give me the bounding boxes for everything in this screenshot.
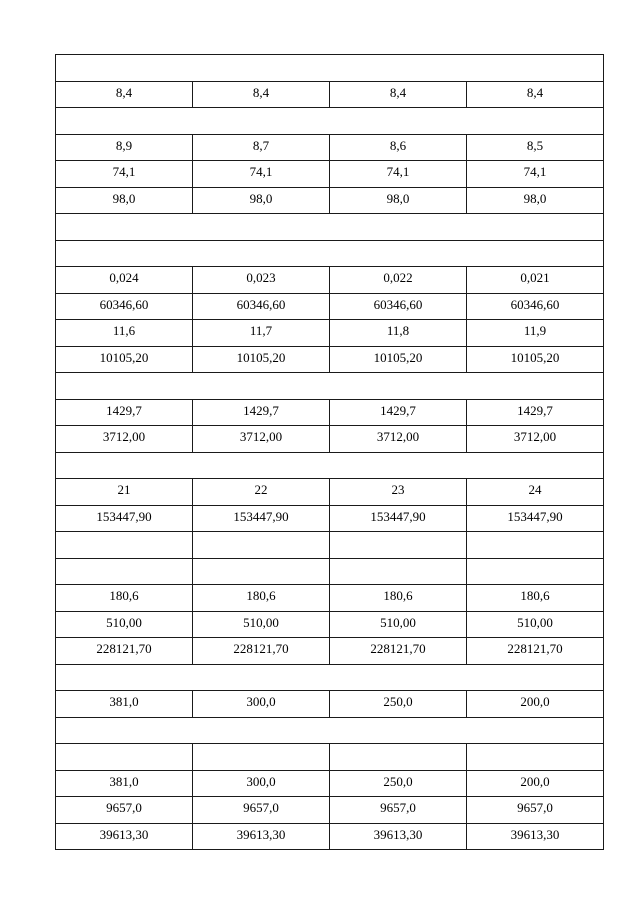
table-cell: 98,0 <box>330 188 467 214</box>
table-row <box>56 267 604 294</box>
table-cell: 510,00 <box>467 612 604 638</box>
table-cell: 8,4 <box>467 82 604 108</box>
table-cell <box>330 559 467 585</box>
table-row <box>56 188 604 215</box>
table-cell: 60346,60 <box>330 294 467 320</box>
table-row <box>56 479 604 506</box>
table-spacer-row <box>56 214 604 241</box>
table-cell: 8,6 <box>330 135 467 161</box>
table-cell: 74,1 <box>467 161 604 187</box>
table-cell: 3712,00 <box>56 426 193 452</box>
table-cell: 23 <box>330 479 467 505</box>
table-cell: 381,0 <box>56 691 193 717</box>
table-cell: 11,7 <box>193 320 330 346</box>
table-cell: 510,00 <box>193 612 330 638</box>
table-row <box>56 135 604 162</box>
table-spacer-row <box>56 718 604 745</box>
table-cell: 74,1 <box>56 161 193 187</box>
table-cell <box>193 532 330 558</box>
table-cell: 180,6 <box>330 585 467 611</box>
table-cell: 9657,0 <box>56 797 193 823</box>
table-cell: 0,021 <box>467 267 604 293</box>
table-cell: 11,9 <box>467 320 604 346</box>
table-cell: 200,0 <box>467 691 604 717</box>
table-cell: 8,9 <box>56 135 193 161</box>
table-cell: 74,1 <box>193 161 330 187</box>
table-cell: 8,5 <box>467 135 604 161</box>
table-cell: 39613,30 <box>330 824 467 850</box>
table-row <box>56 691 604 718</box>
table-cell: 228121,70 <box>193 638 330 664</box>
table-spacer-row <box>56 108 604 135</box>
table-cell: 98,0 <box>467 188 604 214</box>
table-cell <box>330 532 467 558</box>
table-cell: 74,1 <box>330 161 467 187</box>
table-cell <box>193 744 330 770</box>
table-cell: 153447,90 <box>330 506 467 532</box>
table-cell: 510,00 <box>56 612 193 638</box>
table-row <box>56 797 604 824</box>
table-cell: 10105,20 <box>467 347 604 373</box>
table-cell: 11,6 <box>56 320 193 346</box>
table-cell: 8,7 <box>193 135 330 161</box>
table-cell: 0,024 <box>56 267 193 293</box>
table-cell: 98,0 <box>56 188 193 214</box>
table-cell: 228121,70 <box>330 638 467 664</box>
table-cell: 39613,30 <box>467 824 604 850</box>
table-cell: 10105,20 <box>56 347 193 373</box>
table-cell: 0,023 <box>193 267 330 293</box>
table-cell: 0,022 <box>330 267 467 293</box>
table-cell: 153447,90 <box>467 506 604 532</box>
table-row <box>56 824 604 851</box>
table-cell: 228121,70 <box>467 638 604 664</box>
table-cell <box>193 559 330 585</box>
table-row <box>56 532 604 559</box>
table-cell: 39613,30 <box>193 824 330 850</box>
table-row <box>56 771 604 798</box>
table-cell: 24 <box>467 479 604 505</box>
table-cell <box>56 744 193 770</box>
table-row <box>56 638 604 665</box>
table-cell: 3712,00 <box>193 426 330 452</box>
table-cell: 8,4 <box>330 82 467 108</box>
table-cell: 180,6 <box>56 585 193 611</box>
table-spacer-row <box>56 55 604 82</box>
table-row <box>56 347 604 374</box>
table-cell <box>467 532 604 558</box>
table-cell: 153447,90 <box>193 506 330 532</box>
table-cell: 250,0 <box>330 771 467 797</box>
table-cell: 3712,00 <box>467 426 604 452</box>
table-row <box>56 400 604 427</box>
table-row <box>56 559 604 586</box>
table-cell: 39613,30 <box>56 824 193 850</box>
table-row <box>56 506 604 533</box>
table-cell: 381,0 <box>56 771 193 797</box>
table-cell: 9657,0 <box>467 797 604 823</box>
table-cell: 1429,7 <box>330 400 467 426</box>
table-row <box>56 744 604 771</box>
table-row <box>56 320 604 347</box>
table-cell: 180,6 <box>193 585 330 611</box>
table-row <box>56 612 604 639</box>
table-row <box>56 161 604 188</box>
table-row <box>56 585 604 612</box>
table-cell: 510,00 <box>330 612 467 638</box>
table-cell: 3712,00 <box>330 426 467 452</box>
table-row <box>56 294 604 321</box>
table-cell: 11,8 <box>330 320 467 346</box>
table-cell: 200,0 <box>467 771 604 797</box>
table-cell: 22 <box>193 479 330 505</box>
table-cell: 8,4 <box>193 82 330 108</box>
table-cell <box>56 532 193 558</box>
table-cell <box>467 744 604 770</box>
table-cell: 9657,0 <box>330 797 467 823</box>
table-cell: 180,6 <box>467 585 604 611</box>
table-cell <box>330 744 467 770</box>
table-cell: 153447,90 <box>56 506 193 532</box>
table-cell: 1429,7 <box>467 400 604 426</box>
table-cell: 228121,70 <box>56 638 193 664</box>
table-cell: 250,0 <box>330 691 467 717</box>
table-spacer-row <box>56 241 604 268</box>
table-cell: 10105,20 <box>330 347 467 373</box>
table-cell: 1429,7 <box>56 400 193 426</box>
table-row <box>56 426 604 453</box>
table-cell: 8,4 <box>56 82 193 108</box>
table-cell: 300,0 <box>193 691 330 717</box>
table-cell: 9657,0 <box>193 797 330 823</box>
table-cell: 60346,60 <box>467 294 604 320</box>
table-cell <box>56 559 193 585</box>
table-spacer-row <box>56 453 604 480</box>
table-cell: 1429,7 <box>193 400 330 426</box>
table-cell: 60346,60 <box>193 294 330 320</box>
table-cell: 300,0 <box>193 771 330 797</box>
table-cell: 10105,20 <box>193 347 330 373</box>
table-cell: 60346,60 <box>56 294 193 320</box>
data-table <box>55 54 604 850</box>
table-cell <box>467 559 604 585</box>
table-row <box>56 82 604 109</box>
table-spacer-row <box>56 665 604 692</box>
table-spacer-row <box>56 373 604 400</box>
table-cell: 21 <box>56 479 193 505</box>
table-cell: 98,0 <box>193 188 330 214</box>
